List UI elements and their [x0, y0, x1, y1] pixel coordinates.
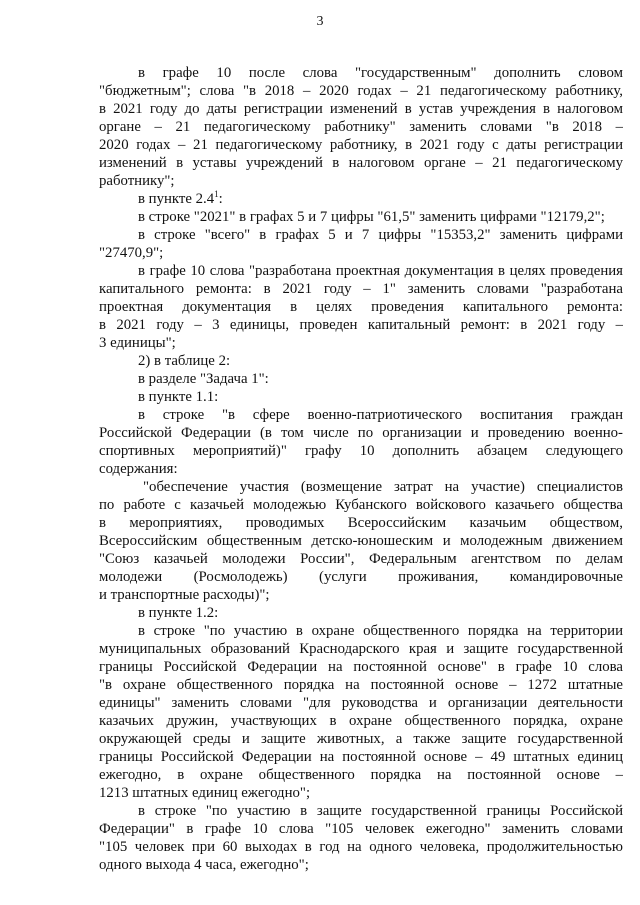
- text-line: [99, 640, 623, 658]
- text-line: [99, 658, 623, 676]
- text-line: [99, 136, 623, 154]
- line-text: в пункте 1.2:: [138, 605, 219, 621]
- text-line: [99, 568, 623, 586]
- line-text: в строке "по участию в охране общественного порядка на территории: [138, 623, 623, 639]
- text-line: [99, 334, 623, 352]
- text-line: [99, 676, 623, 694]
- text-line: [99, 748, 623, 766]
- text-line: [99, 478, 623, 496]
- line-text: в графе 10 после слова "государственным" дополнить словом: [138, 65, 623, 81]
- text-line: [99, 766, 623, 784]
- page-number: 3: [316, 14, 324, 29]
- line-text: в графе 10 слова "разработана проектная документация в целях проведения: [138, 263, 623, 279]
- line-text: ежегодно, в охране общественного порядка на постоянной основе –: [99, 767, 623, 783]
- line-text: проектная документация в целях проведения капитального ремонта:: [99, 299, 623, 315]
- text-line: [99, 820, 623, 838]
- line-text: и транспортные расходы)";: [99, 587, 270, 603]
- text-line: [99, 514, 623, 532]
- document-body: [99, 64, 623, 874]
- text-line: [99, 154, 623, 172]
- line-text: в строке "всего" в графах 5 и 7 цифры "15353,2" заменить цифрами: [138, 227, 623, 243]
- text-line: [99, 226, 623, 244]
- line-text: "обеспечение участия (возмещение затрат на участие) специалистов: [143, 479, 623, 495]
- line-text: 2) в таблице 2:: [138, 353, 231, 369]
- line-text: "27470,9";: [99, 245, 164, 261]
- line-text: "105 человек при 60 выходах в год на одного человека, продолжительностью: [99, 839, 623, 855]
- text-line: [99, 262, 623, 280]
- text-line: [99, 82, 623, 100]
- text-line: [99, 784, 623, 802]
- line-text: по работе с казачьей молодежью Кубанского войскового казачьего общества: [99, 497, 623, 513]
- text-line: [99, 856, 623, 874]
- text-line: [99, 460, 623, 478]
- text-line: [99, 370, 623, 388]
- line-text: окружающей среды и защите животных, а также защите государственной: [99, 731, 623, 747]
- text-line: [99, 244, 623, 262]
- line-text: капитального ремонта: в 2021 году – 1" заменить словами "разработана: [99, 281, 623, 297]
- line-text: одного выхода 4 часа, ежегодно";: [99, 857, 309, 873]
- line-text: работнику";: [99, 173, 175, 189]
- line-text: муниципальных образований Краснодарского края и защите государственной: [99, 641, 623, 657]
- line-text: содержания:: [99, 461, 178, 477]
- line-text: границы Российской Федерации на постоянной основе – 49 штатных единиц: [99, 749, 623, 765]
- text-line: [99, 100, 623, 118]
- line-text: в разделе "Задача 1":: [138, 371, 269, 387]
- text-line: [99, 298, 623, 316]
- text-line: [99, 694, 623, 712]
- line-text: Российской Федерации (в том числе по организации и проведению военно-: [99, 425, 623, 441]
- text-line: [99, 280, 623, 298]
- text-line: [99, 64, 623, 82]
- line-text: 1213 штатных единиц ежегодно";: [99, 785, 311, 801]
- text-line: [99, 730, 623, 748]
- text-line: [99, 838, 623, 856]
- text-line: [99, 496, 623, 514]
- superscript: 1: [214, 190, 219, 200]
- line-text: "бюджетным"; слова "в 2018 – 2020 годах – 21 педагогическому работнику,: [99, 83, 623, 99]
- text-line: [99, 316, 623, 334]
- text-line: [99, 118, 623, 136]
- line-text: в строке "по участию в защите государственной границы Российской: [138, 803, 623, 819]
- line-tail: :: [218, 191, 223, 207]
- line-text: изменений в уставы учреждений в налоговом органе – 21 педагогическому: [99, 155, 623, 171]
- text-line: [99, 352, 623, 370]
- line-text: "в охране общественного порядка на постоянной основе – 1272 штатные: [99, 677, 623, 693]
- text-line: [99, 550, 623, 568]
- line-text: в пункте 2.4: [138, 191, 215, 207]
- line-text: 2020 годах – 21 педагогическому работнику, в 2021 году с даты регистрации: [99, 137, 623, 153]
- text-line: [99, 622, 623, 640]
- line-text: единицы" заменить словами "для руководства и организации деятельности: [99, 695, 623, 711]
- line-text: Федерации" в графе 10 слова "105 человек ежегодно" заменить словами: [99, 821, 623, 837]
- text-line: [99, 208, 623, 226]
- text-line: [99, 406, 623, 424]
- text-line: [99, 442, 623, 460]
- line-text: молодежи (Росмолодежь) (услуги проживания, командировочные: [99, 569, 623, 585]
- line-text: в строке "2021" в графах 5 и 7 цифры "61,5" заменить цифрами "12179,2";: [138, 209, 605, 225]
- line-text: в 2021 году до даты регистрации изменений в устав учреждения в налоговом: [99, 101, 623, 117]
- line-text: 3 единицы";: [99, 335, 176, 351]
- line-text: в пункте 1.1:: [138, 389, 219, 405]
- text-line: [99, 802, 623, 820]
- line-text: Всероссийским общественным детско-юношеским и молодежным движением: [99, 533, 623, 549]
- line-text: органе – 21 педагогическому работнику" заменить словами "в 2018 –: [99, 119, 623, 135]
- text-line: [99, 424, 623, 442]
- text-line: [99, 712, 623, 730]
- line-text: спортивных мероприятий)" графу 10 дополнить абзацем следующего: [99, 443, 623, 459]
- line-text: границы Российской Федерации на постоянной основе" в графе 10 слова: [99, 659, 623, 675]
- line-text: "Союз казачьей молодежи России", Федеральным агентством по делам: [99, 551, 623, 567]
- text-line: [99, 388, 623, 406]
- text-line: [99, 190, 623, 208]
- line-text: в строке "в сфере военно-патриотического воспитания граждан: [138, 407, 623, 423]
- line-text: казачьих дружин, участвующих в охране общественного порядка, охране: [99, 713, 623, 729]
- line-text: в мероприятиях, проводимых Всероссийским казачьим обществом,: [99, 515, 623, 531]
- text-line: [99, 586, 623, 604]
- line-text: в 2021 году – 3 единицы, проведен капитальный ремонт: в 2021 году –: [99, 317, 623, 333]
- text-line: [99, 532, 623, 550]
- text-line: [99, 604, 623, 622]
- text-line: [99, 172, 623, 190]
